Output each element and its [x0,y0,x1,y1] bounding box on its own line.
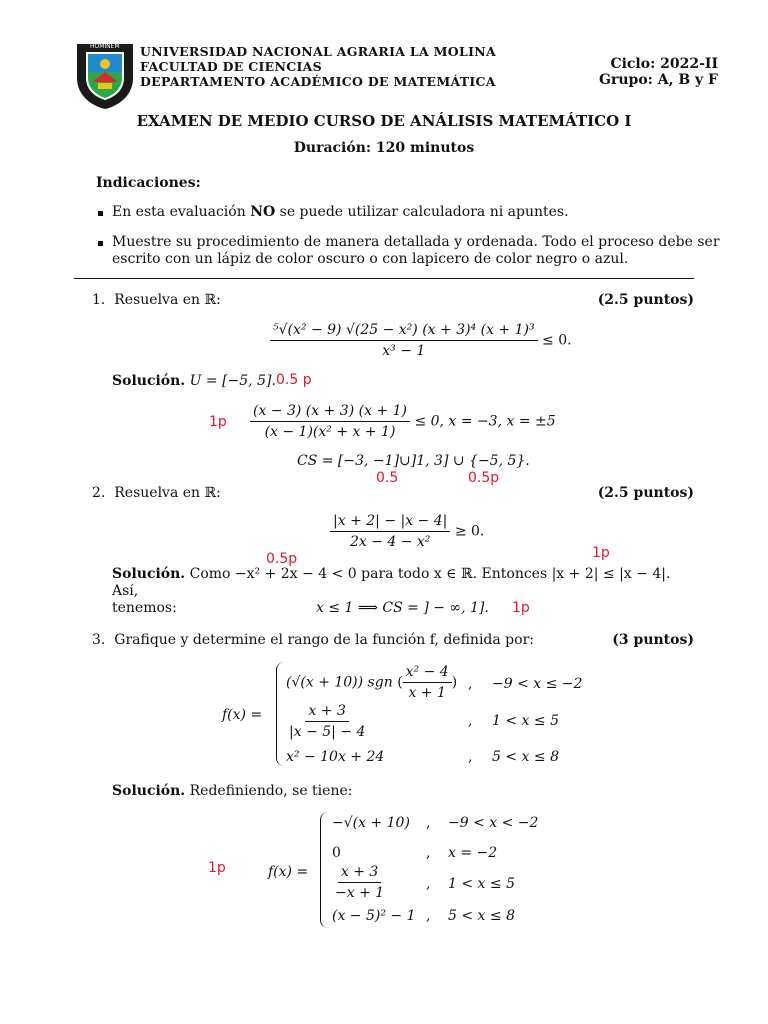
redefined-case-2: 0 [332,845,341,861]
problem-2-statement: 2. Resuelva en ℝ: [92,485,221,501]
redefined-case-1: −√(x + 10) [332,815,410,831]
comma: , [426,908,431,924]
redefined-case-4: (x − 5)² − 1 [332,908,416,924]
department-name: DEPARTAMENTO ACADÉMICO DE MATEMÁTICA [140,74,496,89]
university-logo [74,42,136,110]
section-divider [74,278,694,279]
problem-1-step: $\frac{(x - 3) (x + 3) (x + 1)}{\text{(x − 1)(x² + x + 1)}}$ ≤ 0, x = −3, x = ±5 [250,403,556,440]
problem-1-inequality: $\frac{\text{⁵√(x² − 9) √(25 − x²) (x + 3)⁴ (x + 1)³}}{\text{x³ − 1}}$ ≤ 0. [270,322,572,359]
problem-3-redefined-label: f(x) = [268,864,309,880]
problem-3-solution: Solución. Redefiniendo, se tiene: [112,783,353,799]
indication-1: En esta evaluación NO se puede utilizar calculadora ni apuntes. [112,204,569,220]
comma: , [426,845,431,861]
faculty-name: FACULTAD DE CIENCIAS [140,59,322,74]
problem-3-case-3: x² − 10x + 24 [286,749,385,765]
grading-mark: 0.5p [468,470,500,486]
problem-3-cond-2: 1 < x ≤ 5 [492,713,559,729]
redefined-cond-2: x = −2 [448,845,498,861]
grading-mark: 0.5 [376,470,399,486]
problem-2-inequality: $\frac{|x + 2| - |x - 4|}{\text{2x − 4 − x²}}$ ≥ 0. [330,513,484,550]
grading-mark: 0.5 p [276,372,312,388]
comma: , [426,876,431,892]
problem-1-points: (2.5 puntos) [597,292,694,308]
grading-mark: 1p [512,600,530,616]
redefined-cond-4: 5 < x ≤ 8 [448,908,515,924]
problem-2-points: (2.5 puntos) [597,485,694,501]
logo-text-top: HOMINEM [90,43,120,50]
redefined-cond-3: 1 < x ≤ 5 [448,876,515,892]
problem-1-solution-set: CS = [−3, −1]∪]1, 3] ∪ {−5, 5}. [297,453,530,469]
grading-mark: 0.5p [266,551,298,567]
comma: , [468,749,473,765]
problem-3-cond-1: −9 < x ≤ −2 [492,676,583,692]
grading-mark: 1p [208,860,226,876]
university-crest-icon [74,42,136,110]
redefined-case-3: $\frac{x + 3}{-x + 1}$ [335,864,385,901]
comma: , [468,676,473,692]
group-label: Grupo: A, B y F [599,72,718,88]
piecewise-brace [320,812,329,928]
problem-3-case-2: $\frac{x + 3}{|x - 5| - 4}$ [289,703,366,740]
redefined-cond-1: −9 < x < −2 [448,815,539,831]
university-name: UNIVERSIDAD NACIONAL AGRARIA LA MOLINA [140,44,496,59]
exam-duration: Duración: 120 minutos [293,140,475,156]
problem-3-function-label: f(x) = [222,707,263,723]
grading-mark: 1p [209,414,227,430]
problem-1-solution-domain: Solución. U = [−5, 5]. [112,373,276,389]
comma: , [468,713,473,729]
cycle-label: Ciclo: 2022-II [610,56,718,72]
bullet-icon [98,211,103,216]
comma: , [426,815,431,831]
bullet-icon [98,241,103,246]
problem-1-statement: 1. Resuelva en ℝ: [92,292,221,308]
indications-title: Indicaciones: [96,175,201,191]
problem-2-result: x ≤ 1 ⟹ CS = ] − ∞, 1]. [316,600,489,616]
problem-3-cond-3: 5 < x ≤ 8 [492,749,559,765]
problem-2-solution: Solución. Como −x² + 2x − 4 < 0 para todo x ∈ ℝ. Entonces |x + 2| ≤ |x − 4|. Así, tenemos: [112,566,671,616]
problem-3-case-1: (√(x + 10)) sgn ( $\frac{\text{x² − 4}}{x + 1}$ ) [286,664,458,701]
problem-3-points: (3 puntos) [612,632,694,648]
grading-mark: 1p [592,545,610,561]
indication-2: Muestre su procedimiento de manera detallada y ordenada. Todo el proceso debe ser escrito con un lápiz de color oscuro o con lapicero de color negro o azul. [112,234,720,267]
exam-title: EXAMEN DE MEDIO CURSO DE ANÁLISIS MATEMÁTICO I [136,112,632,130]
problem-3-statement: 3. Grafique y determine el rango de la función f, definida por: [92,632,534,648]
piecewise-brace [276,662,285,766]
